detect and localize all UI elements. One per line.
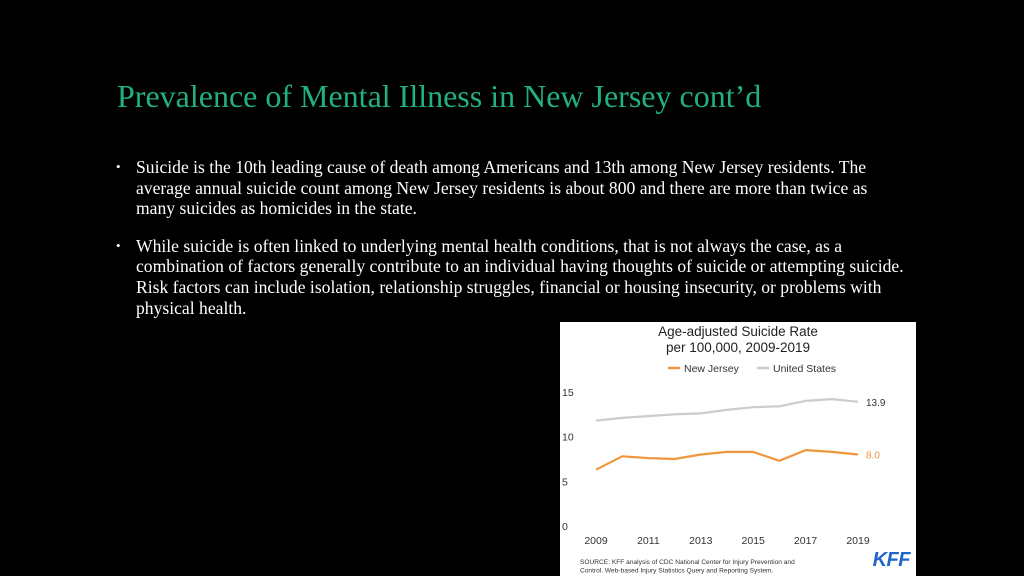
bullet-glyph: • — [116, 237, 121, 253]
x-tick-label: 2017 — [793, 535, 818, 547]
chart-svg — [560, 322, 916, 576]
series-line-new-jersey — [596, 450, 858, 470]
x-tick-label: 2015 — [741, 535, 765, 547]
suicide-rate-chart — [560, 322, 916, 576]
x-tick-label: 2013 — [689, 535, 713, 547]
bullet-list — [114, 157, 904, 335]
y-tick-label: 15 — [562, 387, 574, 399]
bullet-item — [114, 236, 904, 318]
chart-subtitle: per 100,000, 2009-2019 — [665, 340, 811, 355]
slide-title: Prevalence of Mental Illness in New Jersey cont’d — [117, 78, 762, 114]
chart-source-line: SOURCE: KFF analysis of CDC National Center for Injury Prevention and — [580, 559, 795, 566]
y-tick-label: 5 — [562, 476, 568, 489]
y-tick-label: 0 — [562, 521, 568, 533]
x-tick-label: 2011 — [637, 535, 660, 547]
y-tick-label: 10 — [562, 431, 574, 444]
series-end-label: 8.0 — [866, 450, 880, 462]
bullet-text: While suicide is often linked to underlying mental health conditions, that is not always the case, as a combination of factors generally contribute to an individual having thoughts of suicide or attempting suicide. Risk factors can include isolation, relationship struggles, financial or housing insecurity, or problems with physical health. — [136, 235, 904, 318]
series-line-united-states — [596, 399, 858, 421]
chart-title: Age-adjusted Suicide Rate — [658, 324, 818, 339]
x-tick-label: 2009 — [584, 535, 608, 547]
legend-label-1: United States — [773, 363, 837, 375]
series-end-label: 13.9 — [866, 397, 886, 409]
x-tick-label: 2019 — [846, 535, 870, 547]
kff-logo: KFF — [872, 549, 910, 571]
chart-source-line: Control. Web-based Injury Statistics Query and Reporting System. — [580, 567, 774, 575]
bullet-glyph: • — [116, 159, 121, 174]
legend-label-0: New Jersey — [684, 363, 739, 375]
bullet-text: Suicide is the 10th leading cause of death among Americans and 13th among New Jersey residents. The average annual suicide count among New Jersey residents is about 800 and there are more than twice as many suicides as homicides in the state. — [136, 157, 868, 219]
bullet-item — [114, 157, 904, 219]
